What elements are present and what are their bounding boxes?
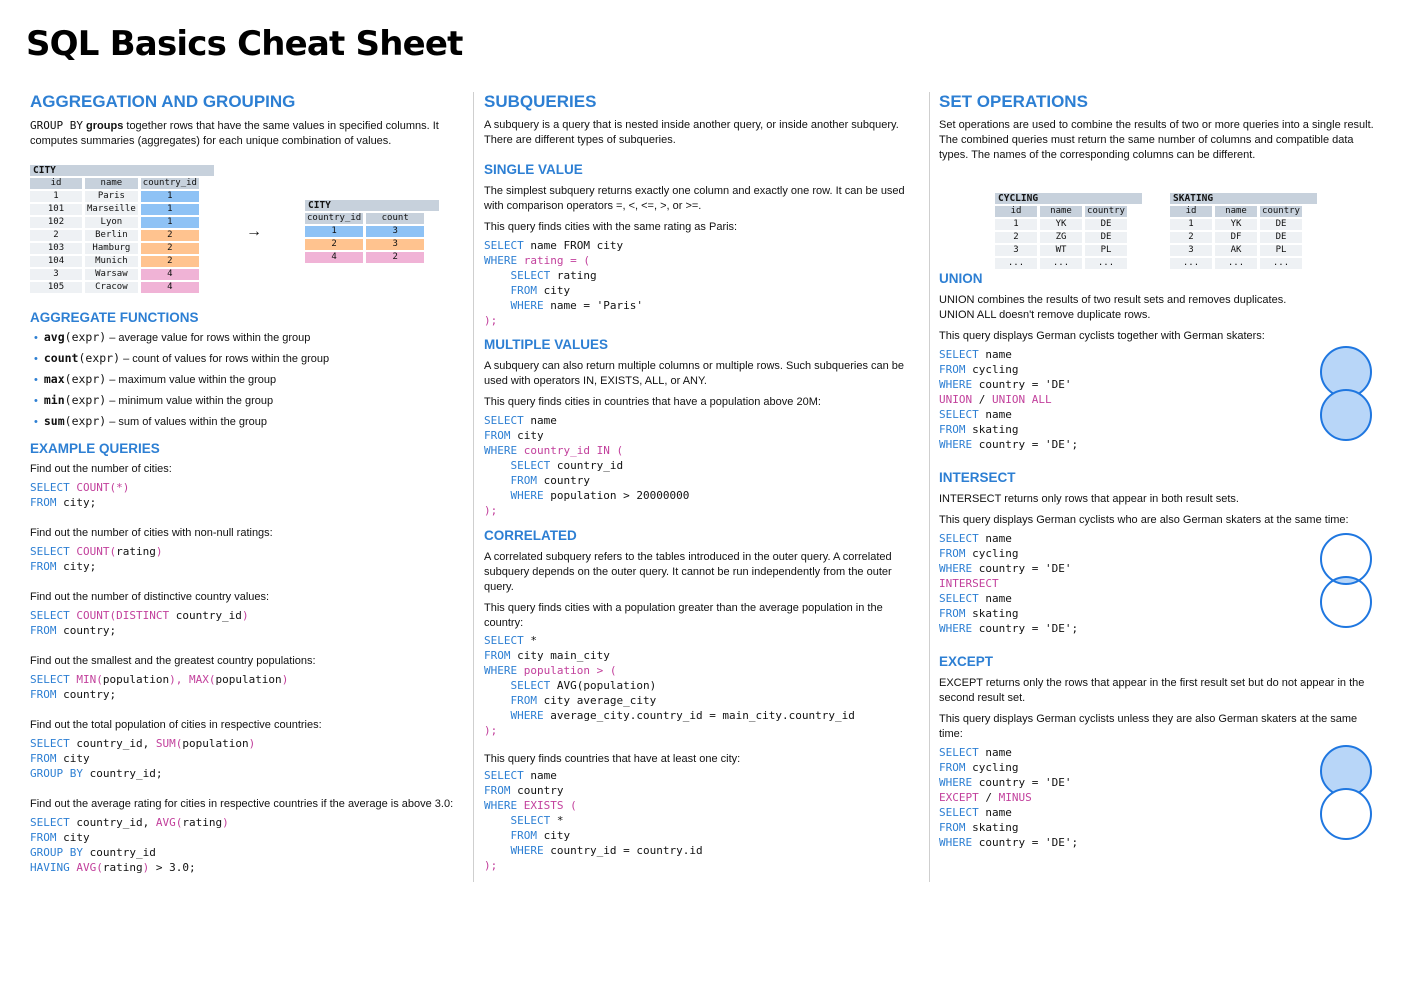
table-cell: WT — [1040, 245, 1082, 256]
table-cell: 2 — [30, 230, 82, 241]
subqueries-intro: A subquery is a query that is nested inside another query, or inside another subquery. There are different types of subqueries. — [484, 119, 899, 146]
table-cell: 1 — [30, 191, 82, 202]
code-block — [939, 745, 1375, 850]
code-line: ); — [484, 314, 498, 327]
code-line: FROM city average_city — [510, 694, 657, 707]
except-venn-icon — [1317, 744, 1375, 844]
table-cell: DF — [1215, 232, 1257, 243]
table-row — [1170, 258, 1302, 269]
table-cell: Warsaw — [85, 269, 138, 280]
column-divider — [473, 92, 474, 882]
code-line: SELECT country_id — [510, 459, 624, 472]
table-cell: 1 — [141, 217, 199, 228]
code-block — [30, 608, 462, 638]
table-cell: Marseille — [87, 204, 136, 214]
code-line: FROM skating — [939, 423, 1019, 436]
table-name-city: CITY — [30, 165, 214, 176]
section-heading-subqueries: SUBQUERIES — [484, 92, 597, 111]
set-tables — [939, 163, 1375, 268]
code-line: GROUP BY country_id — [30, 846, 156, 859]
code-line: SELECT country_id, AVG(rating) — [30, 816, 229, 829]
table-row — [30, 282, 199, 293]
table-cell: 2 — [141, 230, 199, 241]
code-line: HAVING AVG(rating) > 3.0; — [30, 861, 196, 874]
intersect-venn-icon — [1317, 532, 1375, 632]
code-line: WHERE country_id = country.id — [510, 844, 703, 857]
code-line: FROM city — [30, 831, 90, 844]
table-cell: 3 — [1170, 245, 1212, 256]
section-heading-set-operations: SET OPERATIONS — [939, 92, 1088, 111]
code-line: FROM city — [510, 284, 571, 297]
page-title: SQL Basics Cheat Sheet — [26, 24, 463, 64]
section-heading-union: UNION — [939, 271, 983, 286]
table-cell: ... — [1170, 258, 1212, 269]
code-line: SELECT name — [484, 769, 557, 782]
table-row — [305, 239, 424, 250]
column-set-operations — [939, 92, 1375, 850]
code-line: WHERE country = 'DE' — [939, 776, 1072, 789]
example-description: Find out the number of distinctive country values: — [30, 591, 270, 603]
table-cell: 1 — [141, 204, 199, 215]
table-header-cell: country_id — [307, 213, 362, 223]
table-name-result: CITY — [305, 200, 439, 211]
table-cell: Hamburg — [85, 243, 138, 254]
example-description: Find out the smallest and the greatest country populations: — [30, 655, 316, 667]
union-all-text: UNION ALL doesn't remove duplicate rows. — [939, 309, 1151, 321]
example-description: Find out the average rating for cities in respective countries if the average is above 3.0: — [30, 798, 454, 810]
table-row — [1170, 232, 1302, 243]
code-line: UNION / UNION ALL — [939, 393, 1052, 406]
section-heading-except: EXCEPT — [939, 654, 994, 669]
table-cell: PL — [1085, 245, 1127, 256]
code-line: WHERE EXISTS ( — [484, 799, 577, 812]
example-description: This query finds cities with a population greater than the average population in the country: — [484, 602, 883, 629]
aggregate-function-item: • max(expr) – maximum value within the group — [34, 372, 277, 386]
table-cell: Cracow — [85, 282, 138, 293]
table-row — [995, 258, 1127, 269]
table-cell: 103 — [30, 243, 82, 254]
table-cell: Berlin — [85, 230, 138, 241]
bullet-icon: • — [34, 332, 38, 344]
venn-circle-bottom — [1321, 789, 1371, 839]
section-heading-multiple-values: MULTIPLE VALUES — [484, 337, 608, 352]
table-cell: ... — [1260, 258, 1302, 269]
code-line: SELECT name — [939, 806, 1012, 819]
example-description: Find out the number of cities: — [30, 463, 172, 475]
code-line: FROM city; — [30, 496, 97, 509]
code-line: SELECT * — [484, 634, 537, 647]
code-block — [484, 238, 920, 328]
code-line: FROM cycling — [939, 761, 1019, 774]
union-text: UNION combines the results of two result sets and removes duplicates. — [939, 294, 1287, 306]
table-cell: 1 — [305, 226, 363, 237]
code-line: FROM city — [510, 829, 571, 842]
code-line: FROM city main_city — [484, 649, 610, 662]
venn-circle-bottom — [1321, 390, 1371, 440]
table-cell: ... — [1215, 258, 1257, 269]
code-line: FROM country; — [30, 624, 117, 637]
code-line: SELECT name — [939, 408, 1012, 421]
single-value-text: The simplest subquery returns exactly one column and exactly one row. It can be used with comparison operators =, <, <=, >, or >=. — [484, 185, 905, 212]
multiple-values-text: A subquery can also return multiple columns or multiple rows. Such subqueries can be used with operators IN, EXISTS, ALL, or ANY. — [484, 360, 905, 387]
code-line: FROM cycling — [939, 547, 1019, 560]
table-row — [30, 230, 199, 241]
code-line: SELECT name FROM city — [484, 239, 624, 252]
code-line: SELECT name — [939, 592, 1012, 605]
section-heading-correlated: CORRELATED — [484, 528, 577, 543]
table-name-cycling: CYCLING — [995, 193, 1142, 204]
table-cell: PL — [1260, 245, 1302, 256]
bullet-icon: • — [34, 395, 38, 407]
code-line: FROM city; — [30, 560, 97, 573]
table-cell: 2 — [141, 243, 199, 254]
table-cell: ... — [1040, 258, 1082, 269]
code-line: SELECT COUNT(DISTINCT country_id) — [30, 609, 249, 622]
example-description: This query displays German cyclists who are also German skaters at the same time: — [939, 514, 1349, 526]
aggregate-function-item: • avg(expr) – average value for rows within the group — [34, 330, 311, 344]
table-row — [995, 219, 1127, 230]
bullet-icon: • — [34, 353, 38, 365]
code-line: WHERE average_city.country_id = main_city.country_id — [510, 709, 855, 722]
table-cell: AK — [1215, 245, 1257, 256]
table-header-cell: country_id — [142, 178, 197, 188]
bullet-icon: • — [34, 374, 38, 386]
table-row — [30, 243, 199, 254]
code-line: SELECT COUNT(rating) — [30, 545, 163, 558]
table-cell: 105 — [30, 282, 82, 293]
table-cell: Paris — [85, 191, 138, 202]
code-line: SELECT country_id, SUM(population) — [30, 737, 256, 750]
aggregate-function-item: • min(expr) – minimum value within the group — [34, 393, 274, 407]
code-block — [30, 815, 462, 875]
code-line: WHERE name = 'Paris' — [510, 299, 643, 312]
table-row — [1170, 245, 1302, 256]
table-cell: 3 — [366, 239, 424, 250]
code-line: FROM country; — [30, 688, 117, 701]
table-cell: DE — [1085, 232, 1127, 243]
code-line: WHERE country_id IN ( — [484, 444, 624, 457]
code-line: FROM skating — [939, 607, 1019, 620]
code-line: SELECT rating — [510, 269, 597, 282]
table-cell: 1 — [995, 219, 1037, 230]
table-cell: 2 — [366, 252, 424, 263]
code-line: ); — [484, 859, 498, 872]
code-line: FROM country — [510, 474, 590, 487]
table-cell: Lyon — [85, 217, 138, 228]
except-text: EXCEPT returns only the rows that appear in the first result set but do not appear in the second result set. — [939, 677, 1365, 704]
table-row — [30, 217, 199, 228]
table-row — [30, 204, 199, 215]
code-line: FROM skating — [939, 821, 1019, 834]
table-cell: 2 — [1170, 232, 1212, 243]
code-block — [30, 736, 462, 781]
code-line: SELECT MIN(population), MAX(population) — [30, 673, 289, 686]
table-header-cell: id — [1170, 206, 1212, 217]
arrow-right-icon: → — [246, 223, 262, 240]
section-heading-intersect: INTERSECT — [939, 470, 1016, 485]
code-line: SELECT * — [510, 814, 564, 827]
table-cell: 2 — [141, 256, 199, 267]
table-cell: 101 — [30, 204, 82, 215]
table-header-cell: id — [30, 178, 82, 189]
table-row — [305, 226, 424, 237]
code-line: WHERE country = 'DE'; — [939, 438, 1079, 451]
table-row — [30, 256, 199, 267]
example-description: This query finds countries that have at least one city: — [484, 753, 741, 765]
table-header-cell: country — [1260, 206, 1302, 217]
code-block — [30, 544, 462, 574]
code-block — [484, 633, 920, 738]
code-line: FROM city — [484, 429, 544, 442]
table-cell: 4 — [305, 252, 363, 263]
intersect-text: INTERSECT returns only rows that appear in both result sets. — [939, 493, 1239, 505]
table-cell: 3 — [995, 245, 1037, 256]
set-operations-intro: Set operations are used to combine the results of two or more queries into a single result. The combined queries must return the same number of columns and compatible data types. The names of the corresponding columns can be different. — [939, 119, 1374, 161]
table-cell: 102 — [30, 217, 82, 228]
code-line: SELECT COUNT(*) — [30, 481, 130, 494]
example-description: Find out the number of cities with non-null ratings: — [30, 527, 273, 539]
table-cell: 3 — [30, 269, 82, 280]
code-line: FROM country — [484, 784, 564, 797]
table-cell: 2 — [305, 239, 363, 250]
table-header-cell: id — [995, 206, 1037, 217]
table-header-cell: name — [1040, 206, 1082, 217]
example-description: This query displays German cyclists together with German skaters: — [939, 330, 1265, 342]
aggregate-function-item: • count(expr) – count of values for rows within the group — [34, 351, 330, 365]
table-row — [30, 269, 199, 280]
code-line: WHERE rating = ( — [484, 254, 590, 267]
table-row — [995, 245, 1127, 256]
example-description: This query displays German cyclists unless they are also German skaters at the same time: — [939, 713, 1358, 740]
code-block — [30, 480, 462, 510]
code-line: WHERE country = 'DE'; — [939, 622, 1079, 635]
table-cell: 104 — [30, 256, 82, 267]
table-cell: YK — [1040, 219, 1082, 230]
code-line: FROM cycling — [939, 363, 1019, 376]
table-row — [995, 232, 1127, 243]
table-cell: 2 — [995, 232, 1037, 243]
code-line: GROUP BY country_id; — [30, 767, 163, 780]
section-heading-aggregate-functions: AGGREGATE FUNCTIONS — [30, 310, 199, 325]
example-description: Find out the total population of cities in respective countries: — [30, 719, 322, 731]
table-cell: DE — [1260, 232, 1302, 243]
code-line: WHERE population > ( — [484, 664, 617, 677]
cycling-table — [992, 204, 1130, 271]
code-block — [484, 768, 920, 873]
result-table — [302, 211, 427, 265]
example-description: This query finds cities in countries that have a population above 20M: — [484, 396, 821, 408]
table-cell: DE — [1260, 219, 1302, 230]
table-header-cell: count — [366, 213, 424, 224]
column-divider — [929, 92, 930, 882]
code-line: WHERE country = 'DE' — [939, 562, 1072, 575]
code-block — [484, 413, 920, 518]
code-block — [939, 531, 1375, 636]
table-row — [305, 252, 424, 263]
table-header-cell: country — [1085, 206, 1127, 217]
code-line: SELECT name — [939, 348, 1012, 361]
table-header-cell: name — [1215, 206, 1257, 217]
table-cell: 1 — [1170, 219, 1212, 230]
skating-table — [1167, 204, 1305, 271]
table-row — [1170, 219, 1302, 230]
code-line: ); — [484, 724, 498, 737]
table-cell: 3 — [366, 226, 424, 237]
table-cell: ... — [1085, 258, 1127, 269]
table-cell: ... — [995, 258, 1037, 269]
group-by-illustration — [30, 165, 462, 305]
code-line: WHERE country = 'DE' — [939, 378, 1072, 391]
table-cell: DE — [1085, 219, 1127, 230]
code-line: INTERSECT — [939, 577, 999, 590]
section-heading-single-value: SINGLE VALUE — [484, 162, 583, 177]
example-description: This query finds cities with the same rating as Paris: — [484, 221, 738, 233]
table-cell: 4 — [141, 269, 199, 280]
aggregation-intro: GROUP BY groups together rows that have the same values in specified columns. It computes summaries (aggregates) for each unique combination of values. — [30, 119, 439, 147]
city-table — [27, 176, 202, 295]
table-row — [30, 191, 199, 202]
code-line: SELECT AVG(population) — [510, 679, 657, 692]
code-line: ); — [484, 504, 498, 517]
code-line: SELECT name — [484, 414, 557, 427]
correlated-text: A correlated subquery refers to the tables introduced in the outer query. A correlated subquery depends on the outer query. It cannot be run independently from the outer query. — [484, 551, 892, 593]
code-line: FROM city — [30, 752, 90, 765]
code-line: SELECT name — [939, 746, 1012, 759]
table-cell: 4 — [141, 282, 199, 293]
column-subqueries — [484, 92, 920, 873]
table-cell: YK — [1215, 219, 1257, 230]
column-aggregation — [30, 92, 462, 875]
section-heading-example-queries: EXAMPLE QUERIES — [30, 441, 160, 456]
table-cell: 1 — [141, 191, 199, 202]
aggregate-function-item: • sum(expr) – sum of values within the group — [34, 414, 267, 428]
code-block — [939, 347, 1375, 452]
code-line: WHERE population > 20000000 — [510, 489, 690, 502]
section-heading-aggregation: AGGREGATION AND GROUPING — [30, 92, 296, 111]
aggregate-functions-list — [34, 327, 462, 432]
code-line: WHERE country = 'DE'; — [939, 836, 1079, 849]
table-header-cell: name — [85, 178, 138, 189]
code-line: EXCEPT / MINUS — [939, 791, 1032, 804]
code-line: SELECT name — [939, 532, 1012, 545]
table-cell: Munich — [85, 256, 138, 267]
code-block — [30, 672, 462, 702]
table-cell: ZG — [1040, 232, 1082, 243]
bullet-icon: • — [34, 416, 38, 428]
union-venn-icon — [1317, 345, 1375, 445]
table-name-skating: SKATING — [1170, 193, 1317, 204]
